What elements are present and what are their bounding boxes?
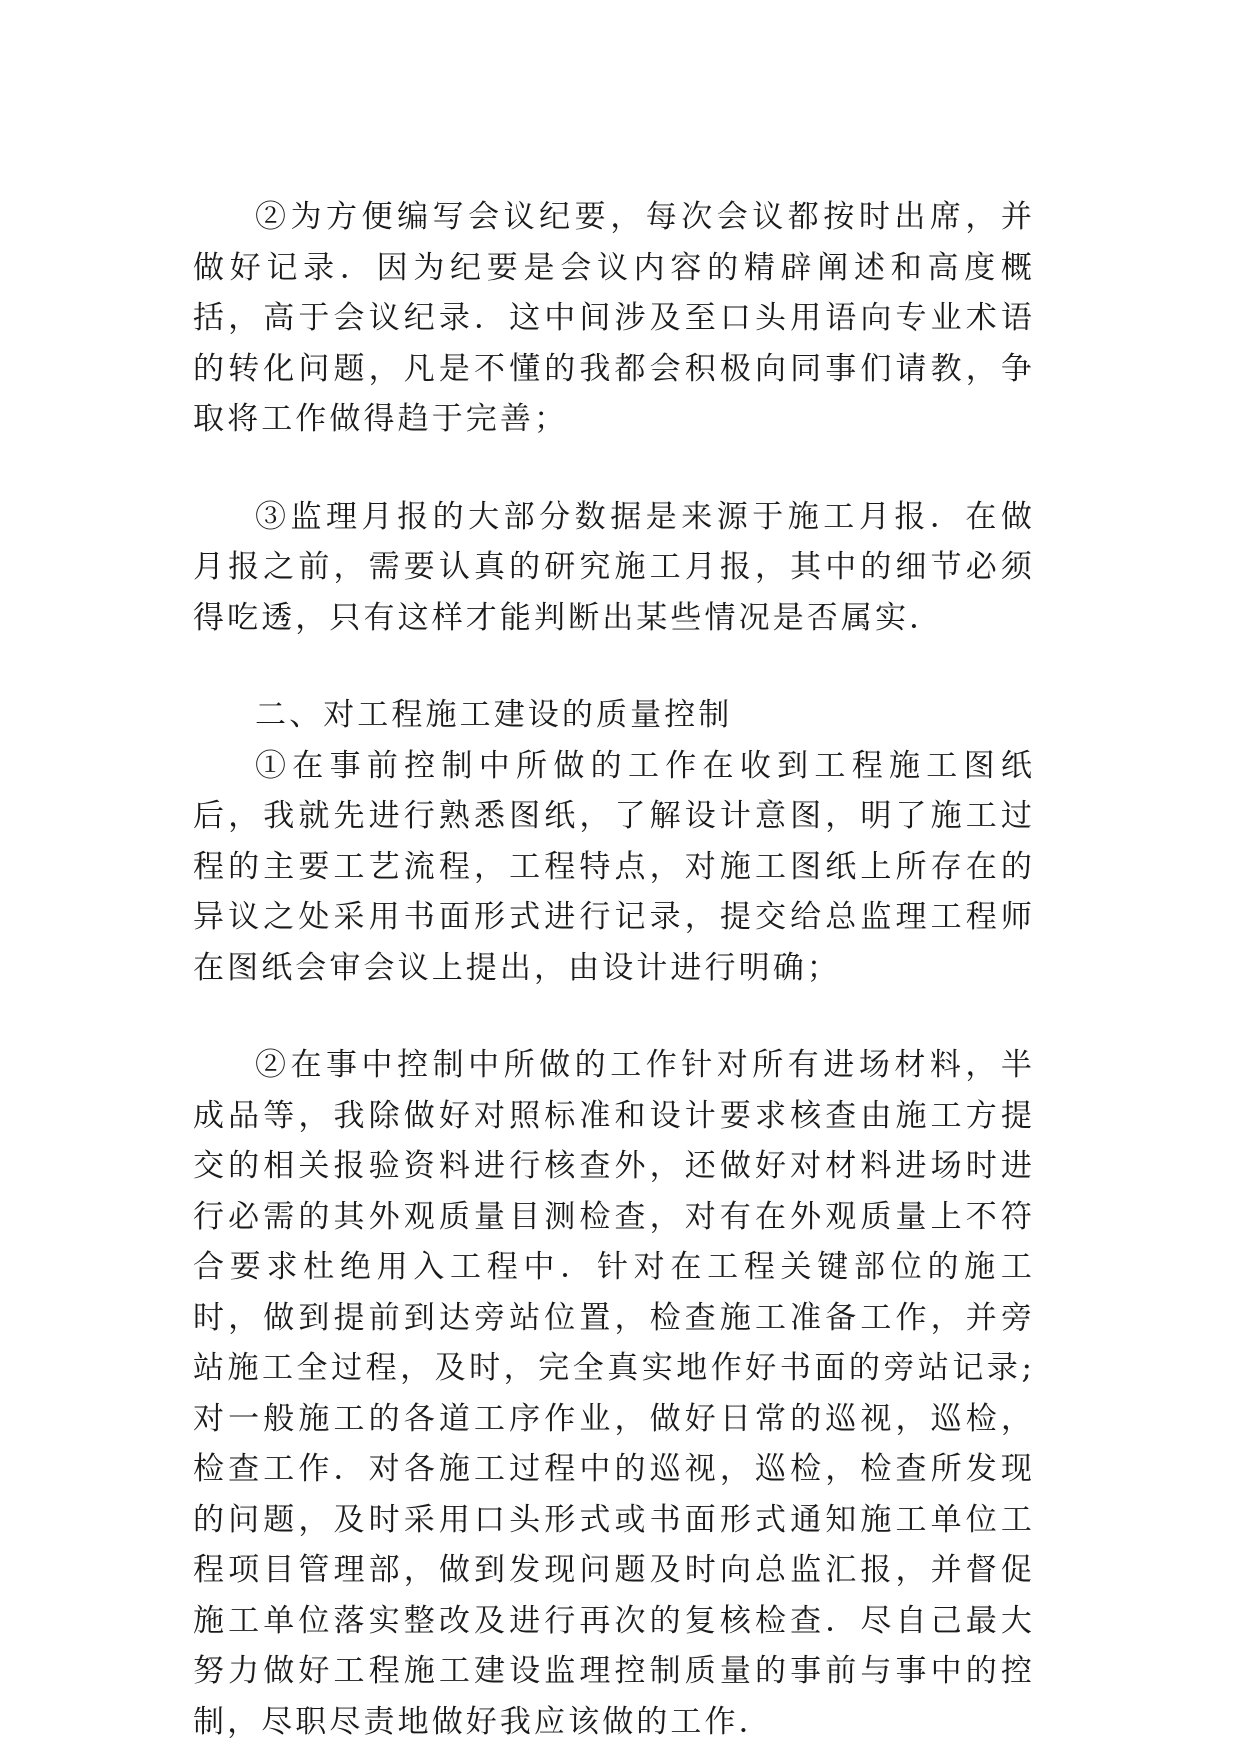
document-body — [193, 192, 1035, 1747]
paragraph-meeting-minutes: ②为方便编写会议纪要，每次会议都按时出席，并做好记录．因为纪要是会议内容的精辟阐述和高度概括，高于会议纪录．这中间涉及至口头用语向专业术语的转化问题，凡是不懂的我都会积极向同事们请教，争取将工作做得趋于完善； — [193, 199, 1035, 437]
paragraph-pre-control: ①在事前控制中所做的工作在收到工程施工图纸后，我就先进行熟悉图纸，了解设计意图，明了施工过程的主要工艺流程，工程特点，对施工图纸上所存在的异议之处采用书面形式进行记录，提交给总监理工程师在图纸会审会议上提出，由设计进行明确； — [193, 747, 1035, 986]
paragraph-monthly-report: ③监理月报的大部分数据是来源于施工月报．在做月报之前，需要认真的研究施工月报，其中的细节必须得吃透，只有这样才能判断出某些情况是否属实． — [193, 498, 1035, 636]
section-heading-quality-control: 二、对工程施工建设的质量控制 — [255, 697, 733, 733]
paragraph-in-process-control: ②在事中控制中所做的工作针对所有进场材料，半成品等，我除做好对照标准和设计要求核查由施工方提交的相关报验资料进行核查外，还做好对材料进场时进行必需的其外观质量目测检查，对有在外观质量上不符合要求杜绝用入工程中．针对在工程关键部位的施工时，做到提前到达旁站位置，检查施工准备工作，并旁站施工全过程，及时，完全真实地作好书面的旁站记录;对一般施工的各道工序作业，做好日常的巡视，巡检，检查工作．对各施工过程中的巡视，巡检，检查所发现的问题，及时采用口头形式或书面形式通知施工单位工程项目管理部，做到发现问题及时向总监汇报，并督促施工单位落实整改及进行再次的复核检查．尽自己最大努力做好工程施工建设监理控制质量的事前与事中的控制，尽职尽责地做好我应该做的工作． — [193, 1047, 1035, 1740]
